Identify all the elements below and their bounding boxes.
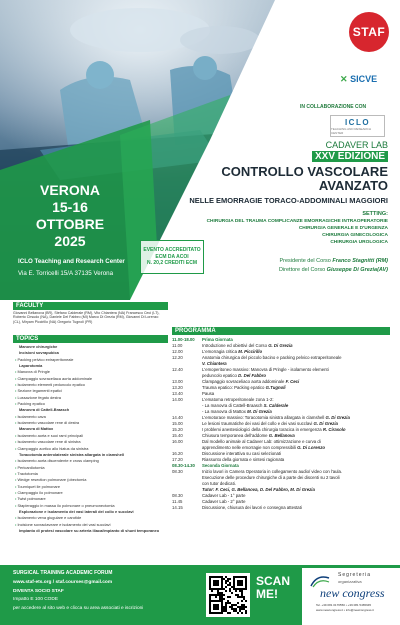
programme-desc: Introduzione ed obiettivi del Corso G. Di Grezia bbox=[202, 343, 293, 348]
setting-label: SETTING: bbox=[362, 211, 388, 217]
programme-time: 15.20 bbox=[172, 427, 183, 432]
ecm-line: EVENTO ACCREDITATO bbox=[143, 247, 201, 254]
edition-badge: XXV EDIZIONE bbox=[312, 151, 388, 162]
topic-item: • Sezione legamenti epatici bbox=[13, 388, 168, 394]
programme-speaker: M. Di Grezia bbox=[247, 409, 272, 414]
programme-desc: I problemi anestesiologici della chirurgia toracica in emergenza R. Cirasolo bbox=[202, 427, 346, 432]
programme-time: 11.45 bbox=[172, 499, 183, 504]
programme-time: 14.15 bbox=[172, 505, 183, 510]
topic-item: • Isolamento aorta discendente e cross clamping bbox=[13, 458, 168, 464]
topic-item: Impianto di protesi vascolare su arteria iliaca/impianto di shunt temporaneo bbox=[19, 527, 160, 533]
topic-item: Manovra di Mattox bbox=[19, 426, 54, 432]
programme-desc: Prima Giornata bbox=[202, 337, 233, 342]
programme-time: 13.00 bbox=[172, 379, 183, 384]
programme-desc: Cadaver Lab - 1° parte bbox=[202, 493, 246, 498]
topic-item: • Clampaggio sovraceliaca aorta addominale bbox=[13, 376, 168, 382]
ecm-accreditation-box bbox=[140, 240, 204, 274]
programme-time: 15.00 bbox=[172, 421, 183, 426]
programme-time: 16.20 bbox=[172, 451, 183, 456]
ecm-line: ECM DA ACOI bbox=[155, 253, 189, 260]
programme-desc: Seconda Giornata bbox=[202, 463, 239, 468]
setting-line: CHIRURGIA GENERALE E D'URGENZA bbox=[298, 226, 388, 231]
topic-item: • Isolamento vascolare rene di sinistra bbox=[13, 439, 168, 445]
topic-item: • Isolamento cava bbox=[13, 414, 168, 420]
programme-speaker: F. Ceci bbox=[285, 379, 300, 384]
course-director: Direttore del Corso Giuseppe Di Grezia(AV) bbox=[278, 267, 388, 273]
venue-name: ICLO Teaching and Research Center bbox=[18, 258, 125, 265]
programme-speaker: R. Cirasolo bbox=[322, 427, 346, 432]
society-logo: ✕ SICVE bbox=[340, 74, 378, 84]
programme-desc: Le lesioni traumatiche dei vasi del collo e dei vasi succlavi G. Di Grezia bbox=[202, 421, 338, 426]
faculty-heading: FACULTY bbox=[13, 302, 168, 310]
programme-time: 11.00 bbox=[172, 343, 183, 348]
topic-item: • Stapleraggio in massa ilo polmonare o pneumonectomia bbox=[13, 503, 168, 509]
topic-item: • Manovra di Pringle bbox=[13, 369, 168, 375]
secretariat-label: Segreteria bbox=[338, 572, 372, 578]
programme-speaker: G.Tugnoli bbox=[265, 385, 286, 390]
programme-desc: Anatomia chirurgica del piccolo bacino e packing pelvico extraperitoneale bbox=[202, 355, 342, 360]
programme-speaker: Tutor: F. Ceci, G. Bellanova, D. Del Fabbro, M. Di Grezia bbox=[202, 487, 315, 492]
topic-item: • Clampaggio aortico allo hiatus da sinistra bbox=[13, 446, 168, 452]
date-year: 2025 bbox=[54, 233, 86, 249]
programme-desc: Dal modello animale al Cadaver Lab: ottimizzazione e curva di bbox=[202, 439, 321, 444]
topic-item: Manovra di Cattell-Braasch bbox=[19, 407, 70, 413]
programme-row bbox=[172, 505, 390, 511]
hero-banner bbox=[0, 0, 400, 300]
programme-desc: Discussione interattiva su casi selezionati bbox=[202, 451, 282, 456]
new-congress-logo: new congress bbox=[320, 586, 385, 600]
course-subtitle: NELLE EMORRAGIE TORACO-ADDOMINALI MAGGIORI bbox=[189, 196, 388, 205]
programme-speaker: G. Di Grezia bbox=[325, 415, 350, 420]
collaboration-label: IN COLLABORAZIONE CON bbox=[300, 104, 367, 110]
programme-speaker: G. Di Lorenzo bbox=[297, 445, 326, 450]
nc-contact-phone: Tel. +39 081 0176550 • +39 081 5465945 bbox=[316, 603, 372, 607]
topic-item: • Tourniquet ile polmonare bbox=[13, 484, 168, 490]
topic-item: • Isolamento vena giugulare e carotide bbox=[13, 515, 168, 521]
topic-item: • Lussazione fegato destra bbox=[13, 395, 168, 401]
qr-code[interactable] bbox=[206, 573, 250, 617]
programme-speaker: D. Del Fabbro bbox=[238, 373, 267, 378]
programme-time: 12.00 bbox=[172, 349, 183, 354]
programme-time: 17.20 bbox=[172, 457, 183, 462]
programme-speaker: G. Bellanova bbox=[268, 433, 295, 438]
join-label: DIVENTA SOCIO STAF bbox=[13, 589, 64, 594]
programme-desc: Chiusura temporanea dell'addome G. Bellanova bbox=[202, 433, 295, 438]
footer-links[interactable]: www.staf-ets.org / staf.courses@gmail.com bbox=[13, 580, 113, 585]
programme-desc: apprendimento nelle emorragie non compressibili G. Di Lorenzo bbox=[202, 445, 326, 450]
scan-me-label: SCAN ME! bbox=[256, 574, 291, 601]
setting-line: CHIRURGIA DEL TRAUMA COMPLICANZE EMORRAGICHE INTRAOPERATORIE bbox=[206, 219, 388, 224]
iclo-logo: ICLO TEACHING AND RESEARCH CENTER bbox=[330, 115, 385, 137]
qr-pattern bbox=[209, 576, 247, 614]
topics-list bbox=[13, 344, 168, 534]
topic-item: • Twist polmonare bbox=[13, 496, 168, 502]
programme-time: 13.40 bbox=[172, 391, 183, 396]
cadaver-lab-label: CADAVER LAB bbox=[325, 140, 388, 150]
topic-item: Esplorazione e isolamento dei vasi laterali del collo e succlavi bbox=[19, 508, 134, 514]
venue-address: Via E. Torricelli 15/A 37135 Verona bbox=[18, 270, 114, 277]
course-title-line2: AVANZATO bbox=[318, 178, 388, 193]
programme-time: 12.20 bbox=[172, 355, 183, 360]
footer-title: SURGICAL TRAINING ACADEMIC FORUM bbox=[13, 570, 113, 576]
programme-desc: Riassunto della giornata e sintesi ragionata bbox=[202, 457, 285, 462]
topic-item: • Incisione sovraclaveare e isolamento dei vasi succlavi bbox=[13, 522, 168, 528]
topic-item: • Wedge resection polmonare (obectomia bbox=[13, 477, 168, 483]
programme-desc: Inizio lavori in Camera Operatoria in collegamento audio/ video con l'aula. bbox=[202, 469, 343, 474]
setting-line: CHIRURGIA GINECOLOGICA bbox=[322, 233, 388, 238]
date-month: OTTOBRE bbox=[35, 216, 105, 232]
topic-item: • Packing epatico bbox=[13, 401, 168, 407]
programme-desc: Pausa bbox=[202, 391, 215, 396]
setting-line: CHIRURGIA UROLOGICA bbox=[330, 240, 388, 245]
programme-speaker: G. Di Grezia bbox=[268, 343, 293, 348]
programme-speaker: S. Calderale bbox=[263, 403, 289, 408]
event-dates bbox=[20, 182, 120, 250]
staf-logo: STAF bbox=[349, 12, 389, 52]
programme-desc: - La manovra di Cattell-Braasch S. Calderale bbox=[202, 403, 289, 408]
programme-desc: Discussione, chiusura dei lavori e consegna attestati bbox=[202, 505, 302, 510]
programme-list bbox=[172, 337, 390, 511]
programme-time: 11.00-18.00 bbox=[172, 337, 195, 342]
programme-time: 13.20 bbox=[172, 385, 183, 390]
programme-time: 08.30 bbox=[172, 469, 183, 474]
programme-desc: Trauma epatico: Packing epatico G.Tugnoli bbox=[202, 385, 286, 390]
programme-desc: L'emotorace massivo: Toracotomia sinistra allargata in clamshell G. Di Grezia bbox=[202, 415, 350, 420]
fee-label: Impatto E 100 CODE bbox=[13, 597, 59, 602]
ecm-line: N. 20,2 CREDITI ECM bbox=[146, 260, 197, 267]
programme-desc: L'ematoma retroperitoneale zona 1-2: bbox=[202, 397, 274, 402]
topic-item: • Pericardiotomia bbox=[13, 465, 168, 471]
topic-item: • Isolamento elementi peduncolo epatico bbox=[13, 382, 168, 388]
programme-desc: L'emoperitoneo massivo: Manovra di Pringle - isolamento elementi bbox=[202, 367, 329, 372]
course-title-line1: CONTROLLO VASCOLARE bbox=[221, 164, 388, 179]
programme-desc: con tutor dedicati. bbox=[202, 481, 236, 486]
topic-item: Toracotomia anterolaterale sinistra allargata in clamshell bbox=[19, 451, 125, 457]
programme-time: 16.00 bbox=[172, 439, 183, 444]
date-days: 15-16 bbox=[52, 199, 88, 215]
programme-desc: - La manovra di Mattox M. Di Grezia bbox=[202, 409, 272, 414]
programme-desc: L'emorragia critica M. Piccirillo bbox=[202, 349, 263, 354]
programme-time: 15.40 bbox=[172, 433, 183, 438]
programme-desc: Cadaver Lab - 2° parte bbox=[202, 499, 246, 504]
topic-item: • Packing pelvico extraperitoneale bbox=[13, 357, 168, 363]
programme-speaker: M. Piccirillo bbox=[238, 349, 263, 354]
topic-item: • Isolamento vascolare rene di destra bbox=[13, 420, 168, 426]
programme-time: 14.00 bbox=[172, 397, 183, 402]
topic-item: Incisioni sovrapubica bbox=[19, 350, 59, 356]
nc-contact-web: www.newcongress.it • info@newcongress.it bbox=[316, 608, 374, 612]
topic-item: • Clampaggio ilo polmonare bbox=[13, 490, 168, 496]
footer-note: per accedere al sito web e clicca su area associati e iscrizioni bbox=[13, 606, 144, 611]
topic-item: • Isolamento aorta e suoi rami principali bbox=[13, 433, 168, 439]
programme-time: 14.40 bbox=[172, 415, 183, 420]
programme-speaker: G. Di Grezia bbox=[313, 421, 338, 426]
programme-time: 08.30 bbox=[172, 493, 183, 498]
topic-item: • Tractotomia bbox=[13, 471, 168, 477]
programme-desc: Esecuzione delle procedure chirurgiche di a parte dei discenti su 2 tavoli bbox=[202, 475, 340, 480]
programme-time: 12.40 bbox=[172, 367, 183, 372]
programme-desc: Clampaggio sovraceliaco aorta addominale F. Ceci bbox=[202, 379, 300, 384]
topics-heading: TOPICS bbox=[13, 335, 168, 343]
programme-speaker: V. Chiantera bbox=[202, 361, 227, 366]
secretariat-label2: organizzativa bbox=[338, 579, 362, 584]
course-president: Presidente del Corso Franco Stagnitti (RM) bbox=[279, 258, 388, 264]
topic-item: Manovre chirurgiche bbox=[19, 344, 58, 349]
programme-desc: peduncolo epatico D. Del Fabbro bbox=[202, 373, 267, 378]
topic-item: Laparotomia bbox=[19, 363, 43, 369]
programme-heading: PROGRAMMA bbox=[172, 327, 390, 335]
date-city: VERONA bbox=[40, 182, 100, 198]
programme-time: 08.30-14.30 bbox=[172, 463, 195, 468]
faculty-list: Giovanni Bellanova (BR), Stefano Calderale (RM), Vito Chiantera (NA) Francesco Ceci (LT), Roberto Cirsudo (NA), Daniele Del Fabbro (MI) Marco Di Grezia (RM), Giovanni Di Lorenzo (CL), Miryam Piccirillo (NA) Gregorio Tugnoli (PR) bbox=[13, 311, 160, 324]
